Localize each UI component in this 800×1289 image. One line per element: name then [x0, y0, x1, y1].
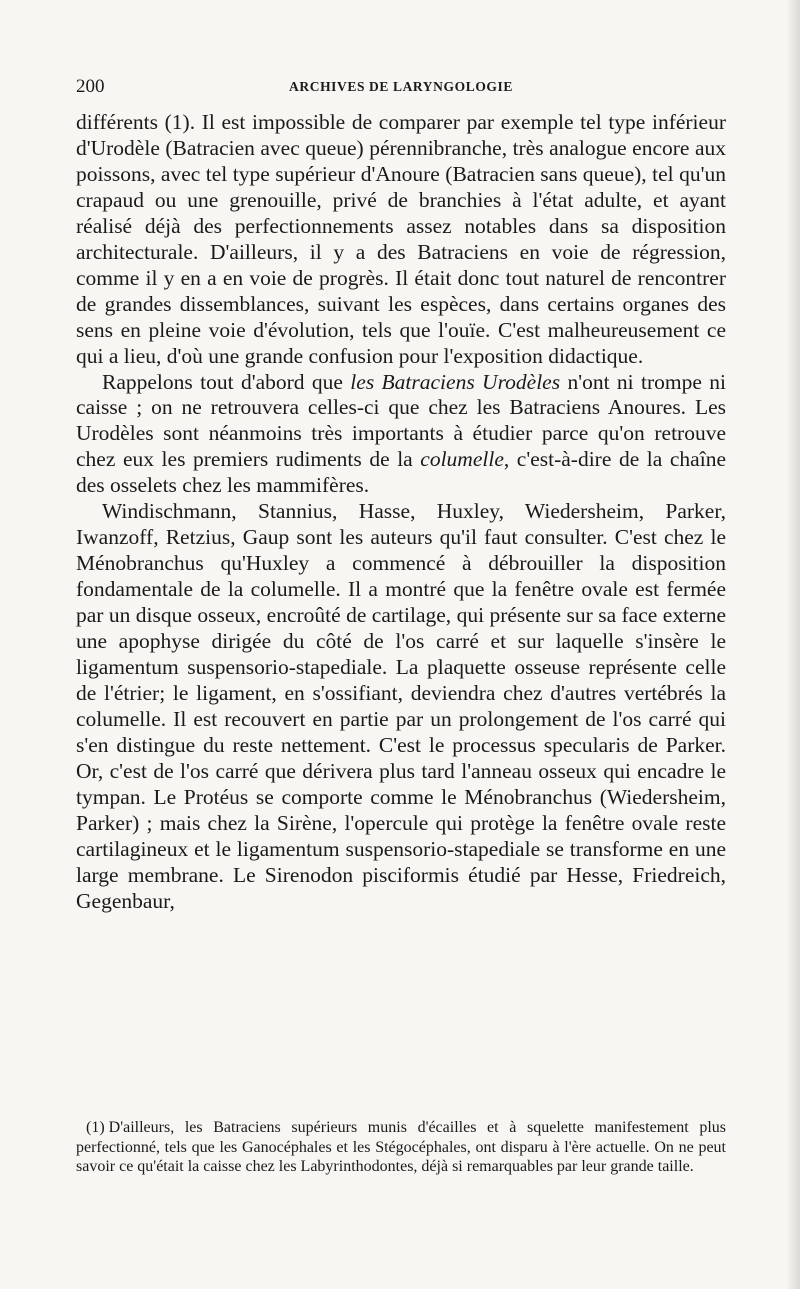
- footnote-marker: (1): [86, 1119, 105, 1136]
- paragraph-2-text-2: n'ont ni trompe ni caisse ; on ne retrouvera celles-ci que chez les Batraciens Anoures. Les Urodèles sont néanmoins très importants à étudier parce qu'on retrouve chez eux les premiers rudiments de la: [76, 369, 726, 472]
- running-head: ARCHIVES DE LARYNGOLOGIE: [289, 79, 513, 94]
- paragraph-2-italic-2: columelle: [420, 447, 504, 472]
- paragraph-1: différents (1). Il est impossible de comparer par exemple tel type inférieur d'Urodèle (Batracien avec queue) pérennibranche, très analogue encore aux poissons, avec tel type supérieur d'Anoure (Batracien sans queue), tel qu'un crapaud ou une grenouille, privé de branchies à l'état adulte, et ayant réalisé déjà des perfectionnements assez notables dans sa disposition architecturale. D'ailleurs, il y a des Batraciens en voie de régression, comme il y en a en voie de progrès. Il était donc tout naturel de rencontrer de grandes dissemblances, suivant les espèces, dans certains organes des sens en pleine voie d'évolution, tels que l'ouïe. C'est malheureusement ce qui a lieu, d'où une grande confusion pour l'exposition didactique.: [76, 110, 726, 368]
- paragraph-2-text-1: Rappelons tout d'abord que: [102, 369, 351, 394]
- page-header: [76, 76, 726, 100]
- paragraph-3: Windischmann, Stannius, Hasse, Huxley, Wiedersheim, Parker, Iwanzoff, Retzius, Gaup sont les auteurs qu'il faut consulter. C'est chez le Ménobranchus qu'Huxley a commencé à débrouiller la disposition fondamentale de la columelle. Il a montré que la fenêtre ovale est fermée par un disque osseux, encroûté de cartilage, qui présente sur sa face externe une apophyse dirigée du côté de l'os carré et sur laquelle s'insère le ligamentum suspensorio-stapediale. La plaquette osseuse représente celle de l'étrier; le ligament, en s'ossifiant, deviendra chez d'autres vertébrés la columelle. Il est recouvert en partie par un prolongement de l'os carré qui s'en distingue du reste nettement. C'est le processus specularis de Parker. Or, c'est de l'os carré que dérivera plus tard l'anneau osseux qui encadre le tympan. Le Protéus se comporte comme le Ménobranchus (Wiedersheim, Parker) ; mais chez la Sirène, l'opercule qui protège la fenêtre ovale reste cartilagineux et le ligamentum suspensorio-stapediale se transforme en une large membrane. Le Sirenodon pisciformis étudié par Hesse, Friedreich, Gegenbaur,: [76, 499, 726, 913]
- paragraph-2-text-3: , c'est-à-dire de la chaîne des osselets chez les mammifères.: [76, 447, 726, 498]
- body-text: [76, 110, 726, 915]
- footnote-text: D'ailleurs, les Batraciens supérieurs munis d'écailles et à squelette manifestement plus perfectionné, tels que les Ganocéphales et les Stégocéphales, ont disparu à l'ère actuelle. On ne peut savoir ce qu'était la caisse chez les Labyrinthodontes, déjà si remarquables par leur grande taille.: [76, 1119, 726, 1175]
- page-number: 200: [76, 76, 105, 97]
- paragraph-2-italic-1: les Batraciens Urodèles: [350, 369, 561, 394]
- paragraph-2: [76, 370, 726, 500]
- footnote: [76, 1118, 726, 1177]
- page-edge-shadow: [786, 0, 800, 1289]
